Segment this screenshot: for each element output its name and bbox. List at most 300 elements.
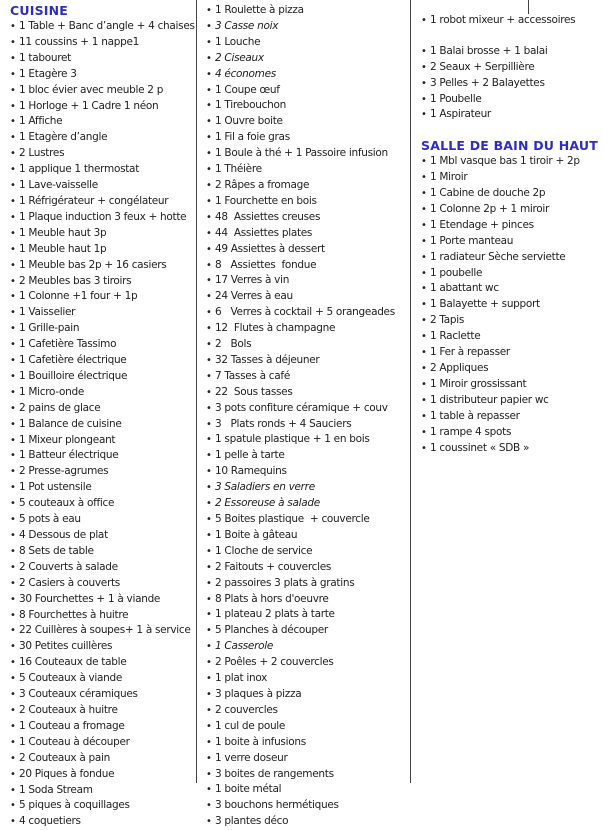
item-text: 5 piques à coquillages (19, 799, 130, 812)
bullet-icon: • (206, 529, 212, 541)
list-item (10, 51, 193, 67)
bullet-icon: • (421, 267, 427, 279)
bullet-icon: • (10, 291, 16, 303)
item-text: 1 tabouret (19, 51, 71, 64)
bullet-icon: • (206, 466, 212, 478)
list-item (206, 194, 407, 210)
item-text: 1 robot mixeur + accessoires (430, 14, 576, 26)
bullet-icon: • (206, 688, 212, 700)
bullet-icon: • (10, 673, 16, 685)
list-item (421, 154, 601, 170)
item-text: 1 spatule plastique + 1 en bois (215, 433, 370, 446)
bullet-icon: • (206, 386, 212, 398)
item-text: 11 coussins + 1 nappe1 (19, 35, 139, 48)
list-item (10, 687, 193, 703)
list-item (10, 274, 193, 290)
list-item (10, 321, 193, 337)
list-item (206, 401, 407, 417)
item-text: 49 Assiettes à dessert (215, 242, 325, 255)
bullet-icon: • (10, 386, 16, 398)
bullet-icon: • (206, 291, 212, 303)
item-text: 2 Meubles bas 3 tiroirs (19, 274, 132, 287)
bullet-icon: • (206, 370, 212, 382)
list-item (206, 751, 407, 767)
item-text: 2 Lustres (19, 147, 65, 160)
bullet-icon: • (421, 188, 427, 200)
item-text: 1 Coupe œuf (215, 83, 280, 96)
bullet-icon: • (206, 148, 212, 160)
bullet-icon: • (10, 609, 16, 621)
bullet-icon: • (421, 378, 427, 390)
column-divider-right (410, 0, 411, 783)
bullet-icon: • (206, 641, 212, 653)
bullet-icon: • (10, 625, 16, 637)
bullet-icon: • (10, 243, 16, 255)
list-item (10, 289, 193, 305)
bullet-icon: • (10, 434, 16, 446)
list-item (206, 448, 407, 464)
item-text: 1 pelle à tarte (215, 449, 285, 462)
list-item (10, 83, 193, 99)
item-text: 1 radiateur Sèche serviette (430, 250, 566, 263)
item-text: 1 Meuble haut 3p (19, 226, 107, 239)
list-item (206, 607, 407, 623)
list-item (206, 560, 407, 576)
item-text: 2 Poêles + 2 couvercles (215, 656, 334, 669)
item-text: 1 Miroir (430, 171, 468, 184)
list-item (206, 337, 407, 353)
list-item (206, 655, 407, 671)
list-item (421, 218, 601, 234)
list-item (421, 13, 601, 29)
bullet-icon: • (10, 800, 16, 812)
item-text: 2 Tapis (430, 314, 465, 327)
item-text: 1 Soda Stream (19, 783, 93, 796)
bullet-icon: • (421, 331, 427, 343)
list-item (206, 687, 407, 703)
list-item (10, 512, 193, 528)
list-item (206, 130, 407, 146)
section-title-cuisine: CUISINE (10, 3, 69, 18)
bullet-icon: • (10, 561, 16, 573)
item-text: 1 Fer à repasser (430, 346, 510, 359)
bullet-icon: • (206, 720, 212, 732)
bullet-icon: • (206, 736, 212, 748)
item-text: 1 Vaisselier (19, 306, 76, 319)
item-text: 1 Pot ustensile (19, 481, 92, 494)
item-text: 1 Couteau à découper (19, 735, 130, 748)
list-item (206, 289, 407, 305)
list-item (206, 480, 407, 496)
list-item (206, 305, 407, 321)
item-text: 1 Boule à thé + 1 Passoire infusion (215, 147, 388, 160)
list-item (10, 576, 193, 592)
list-item (206, 162, 407, 178)
item-text: 2 Ciseaux (215, 51, 264, 64)
bullet-icon: • (206, 768, 212, 780)
list-item (206, 496, 407, 512)
list-item (206, 464, 407, 480)
bullet-icon: • (10, 704, 16, 716)
list-item (10, 35, 193, 51)
item-text: 3 Pelles + 2 Balayettes (430, 76, 545, 89)
item-text: 1 Louche (215, 35, 261, 48)
bullet-icon: • (421, 93, 427, 105)
list-item (10, 448, 193, 464)
bullet-icon: • (206, 179, 212, 191)
list-item (421, 202, 601, 218)
item-text: 1 Théière (215, 163, 262, 176)
bullet-icon: • (421, 410, 427, 422)
column-cuisine-left (0, 0, 196, 828)
list-item (421, 345, 601, 361)
item-text: 1 cul de poule (215, 719, 286, 732)
list-item (206, 528, 407, 544)
bullet-icon: • (10, 816, 16, 828)
bullet-icon: • (206, 20, 212, 32)
list-item (421, 60, 601, 76)
bullet-icon: • (421, 315, 427, 327)
bullet-icon: • (206, 211, 212, 223)
list-item (206, 432, 407, 448)
list-item (206, 98, 407, 114)
item-text: 44 Assiettes plates (215, 226, 313, 239)
column-right (410, 0, 603, 783)
list-item (10, 528, 193, 544)
bullet-icon: • (206, 593, 212, 605)
list-item (206, 385, 407, 401)
bullet-icon: • (206, 84, 212, 96)
list-item (10, 99, 193, 115)
item-text: 1 Meuble bas 2p + 16 casiers (19, 258, 167, 271)
bullet-icon: • (10, 195, 16, 207)
item-text: 1 Cabine de douche 2p (430, 187, 546, 200)
item-text: 1 Horloge + 1 Cadre 1 néon (19, 99, 159, 112)
bullet-icon: • (10, 100, 16, 112)
bullet-icon: • (421, 235, 427, 247)
list-item (206, 210, 407, 226)
item-text: 1 Affiche (19, 115, 63, 128)
list-item (10, 226, 193, 242)
list-item (10, 671, 193, 687)
bullet-icon: • (206, 323, 212, 335)
bullet-icon: • (206, 259, 212, 271)
bullet-icon: • (10, 164, 16, 176)
bullet-icon: • (421, 283, 427, 295)
list-item (10, 353, 193, 369)
blank-line (421, 123, 601, 138)
item-text: 17 Verres à vin (215, 274, 290, 287)
list-item (206, 798, 407, 814)
bullet-icon: • (421, 109, 427, 121)
column-divider-left (196, 0, 197, 783)
list-item (206, 703, 407, 719)
section-title-salle-de-bain-du-haut: SALLE DE BAIN DU HAUT (421, 138, 598, 154)
bullet-icon: • (10, 370, 16, 382)
list-item (206, 369, 407, 385)
bullet-icon: • (10, 180, 16, 192)
bullet-icon: • (206, 354, 212, 366)
item-text: 1 Tirebouchon (215, 99, 286, 112)
list-item (10, 767, 193, 783)
bullet-icon: • (10, 784, 16, 796)
item-text: 1 Etagère 3 (19, 67, 77, 80)
list-item (206, 83, 407, 99)
item-text: 1 Fil a foie gras (215, 131, 290, 144)
list-item (206, 814, 407, 830)
list-item (206, 671, 407, 687)
item-text: 1 Couteau a fromage (19, 719, 125, 732)
item-text: 2 Seaux + Serpillière (430, 60, 535, 73)
bullet-icon: • (206, 243, 212, 255)
bullet-icon: • (421, 45, 427, 57)
item-text: 1 Ouvre boite (215, 115, 283, 128)
bullet-icon: • (10, 689, 16, 701)
bullet-icon: • (206, 784, 212, 796)
item-text: 1 Réfrigérateur + congélateur (19, 194, 169, 207)
item-text: 1 Fourchette en bois (215, 194, 317, 207)
item-text: 8 Assiettes fondue (215, 258, 317, 271)
bullet-icon: • (10, 577, 16, 589)
list-item (10, 130, 193, 146)
list-item (10, 305, 193, 321)
item-text: 30 Petites cuillères (19, 640, 113, 653)
bullet-icon: • (10, 545, 16, 557)
list-item (10, 480, 193, 496)
bullet-icon: • (10, 148, 16, 160)
list-item (10, 385, 193, 401)
table-border-fragment (528, 0, 529, 14)
item-text: 1 Bouilloire électrique (19, 369, 128, 382)
item-text: 4 coquetiers (19, 815, 81, 828)
list-item (206, 512, 407, 528)
bullet-icon: • (10, 498, 16, 510)
list-item (421, 170, 601, 186)
list-item (10, 639, 193, 655)
bullet-icon: • (10, 593, 16, 605)
bullet-icon: • (10, 84, 16, 96)
item-text: 1 Poubelle (430, 92, 482, 105)
list-item (10, 178, 193, 194)
item-text: 32 Tasses à déjeuner (215, 353, 320, 366)
item-text: 5 Boites plastique + couvercle (215, 513, 370, 525)
item-text: 6 Verres à cocktail + 5 orangeades (215, 306, 395, 319)
item-text: 1 boite à infusions (215, 735, 306, 748)
bullet-icon: • (421, 299, 427, 311)
list-item (10, 798, 193, 814)
item-text: 1 rampe 4 spots (430, 425, 512, 438)
blank-line (421, 29, 601, 44)
list-item (206, 226, 407, 242)
item-text: 22 Sous tasses (215, 385, 293, 398)
list-item (10, 401, 193, 417)
bullet-icon: • (206, 418, 212, 430)
list-item (10, 258, 193, 274)
item-text: 2 Essoreuse à salade (215, 497, 320, 510)
item-text: 1 table à repasser (430, 409, 520, 422)
bullet-icon: • (421, 426, 427, 438)
bullet-icon: • (10, 466, 16, 478)
list-item (421, 297, 601, 313)
bullet-icon: • (10, 720, 16, 732)
bullet-icon: • (421, 77, 427, 89)
bullet-icon: • (206, 227, 212, 239)
bullet-icon: • (10, 752, 16, 764)
item-text: 5 pots à eau (19, 513, 81, 526)
list-item (206, 544, 407, 560)
list-item (206, 19, 407, 35)
bullet-icon: • (421, 219, 427, 231)
bullet-icon: • (421, 363, 427, 374)
bullet-icon: • (206, 434, 212, 446)
list-item (10, 592, 193, 608)
bullet-icon: • (10, 418, 16, 430)
bullet-icon: • (10, 530, 16, 541)
bullet-icon: • (206, 5, 212, 16)
list-item (206, 114, 407, 130)
bullet-icon: • (10, 227, 16, 239)
bullet-icon: • (206, 275, 212, 287)
list-item (421, 425, 601, 441)
list-item (206, 639, 407, 655)
list-item (421, 250, 601, 266)
list-item (421, 361, 601, 377)
item-text: 1 Micro-onde (19, 385, 85, 398)
list-item (10, 703, 193, 719)
bullet-icon: • (10, 211, 16, 223)
item-text: 4 économes (215, 67, 276, 80)
item-text: 1 applique 1 thermostat (19, 163, 140, 176)
bullet-icon: • (206, 545, 212, 557)
item-text: 5 Planches à découper (215, 624, 328, 637)
bullet-icon: • (206, 561, 212, 573)
bullet-icon: • (10, 116, 16, 128)
item-text: 2 passoires 3 plats à gratins (215, 576, 355, 589)
item-text: 1 boite métal (215, 783, 282, 796)
bullet-icon: • (206, 704, 212, 716)
item-text: 10 Ramequins (215, 465, 287, 478)
item-text: 8 Sets de table (19, 544, 94, 557)
list-item (206, 273, 407, 289)
list-item (10, 19, 193, 35)
item-text: 2 Couverts à salade (19, 560, 118, 573)
list-item (421, 234, 601, 250)
list-item (10, 417, 193, 433)
list-item (206, 353, 407, 369)
item-text: 3 plantes déco (215, 815, 289, 828)
item-text: 24 Verres à eau (215, 290, 293, 303)
bullet-icon: • (421, 156, 427, 168)
bullet-icon: • (206, 673, 212, 685)
list-item (206, 782, 407, 798)
list-item (206, 767, 407, 783)
list-item (10, 162, 193, 178)
item-text: 22 Cuillères à soupes+ 1 à service (19, 624, 191, 637)
list-item (10, 623, 193, 639)
bullet-icon: • (206, 450, 212, 462)
bullet-icon: • (206, 514, 212, 525)
item-text: 1 Colonne 2p + 1 miroir (430, 202, 550, 215)
list-item (206, 242, 407, 258)
item-text: 1 Balai brosse + 1 balai (430, 44, 548, 57)
bullet-icon: • (10, 259, 16, 271)
list-item (206, 258, 407, 274)
list-item (206, 623, 407, 639)
item-text: 12 Flutes à champagne (215, 322, 336, 335)
bullet-icon: • (10, 641, 16, 653)
bullet-icon: • (206, 609, 212, 621)
item-text: 1 poubelle (430, 266, 483, 279)
list-item (206, 3, 407, 19)
list-item (206, 735, 407, 751)
bullet-icon: • (421, 61, 427, 73)
item-text: 2 Faitouts + couvercles (215, 560, 332, 573)
bullet-icon: • (206, 116, 212, 128)
list-item (10, 544, 193, 560)
item-text: 1 Miroir grossissant (430, 377, 527, 390)
bullet-icon: • (206, 339, 212, 351)
item-text: 1 Lave-vaisselle (19, 179, 98, 192)
item-text: 4 Dessous de plat (19, 529, 108, 541)
list-item (10, 560, 193, 576)
bullet-icon: • (10, 275, 16, 287)
bullet-icon: • (206, 164, 212, 176)
bullet-icon: • (206, 307, 212, 319)
bullet-icon: • (206, 402, 212, 414)
list-item (206, 178, 407, 194)
bullet-icon: • (206, 52, 212, 64)
bullet-icon: • (10, 355, 16, 367)
item-text: 2 Casiers à couverts (19, 576, 120, 589)
item-text: 5 Couteaux à viande (19, 672, 123, 685)
list-item (10, 210, 193, 226)
list-item (421, 441, 601, 457)
bullet-icon: • (10, 768, 16, 780)
item-text: 3 boites de rangements (215, 767, 334, 780)
item-text: 1 Meuble haut 1p (19, 242, 107, 255)
bullet-icon: • (206, 625, 212, 637)
list-item (421, 313, 601, 329)
item-text: 1 distributeur papier wc (430, 393, 549, 406)
bullet-icon: • (206, 816, 212, 828)
item-text: 1 abattant wc (430, 282, 499, 295)
item-text: 2 couvercles (215, 703, 278, 716)
item-text: 1 Roulette à pizza (215, 4, 304, 16)
item-text: 1 Etagère d’angle (19, 131, 108, 144)
bullet-icon: • (10, 657, 16, 669)
bullet-icon: • (421, 442, 427, 454)
list-item (421, 266, 601, 282)
item-text: 1 Balance de cuisine (19, 417, 122, 430)
item-text: 7 Tasses à café (215, 369, 290, 382)
list-item (206, 51, 407, 67)
list-item (206, 592, 407, 608)
item-text: 2 Râpes a fromage (215, 178, 310, 191)
bullet-icon: • (10, 21, 16, 32)
item-text: 1 Etendage + pinces (430, 218, 534, 231)
item-text: 1 Casserole (215, 640, 274, 653)
bullet-icon: • (421, 15, 427, 26)
bullet-icon: • (10, 482, 16, 494)
item-text: 1 Grille-pain (19, 322, 80, 335)
list-item (10, 655, 193, 671)
bullet-icon: • (206, 577, 212, 589)
item-text: 1 Batteur électrique (19, 449, 119, 462)
bullet-icon: • (10, 68, 16, 80)
item-text: 1 Cafetière Tassimo (19, 338, 117, 351)
list-item (206, 417, 407, 433)
list-item (10, 146, 193, 162)
